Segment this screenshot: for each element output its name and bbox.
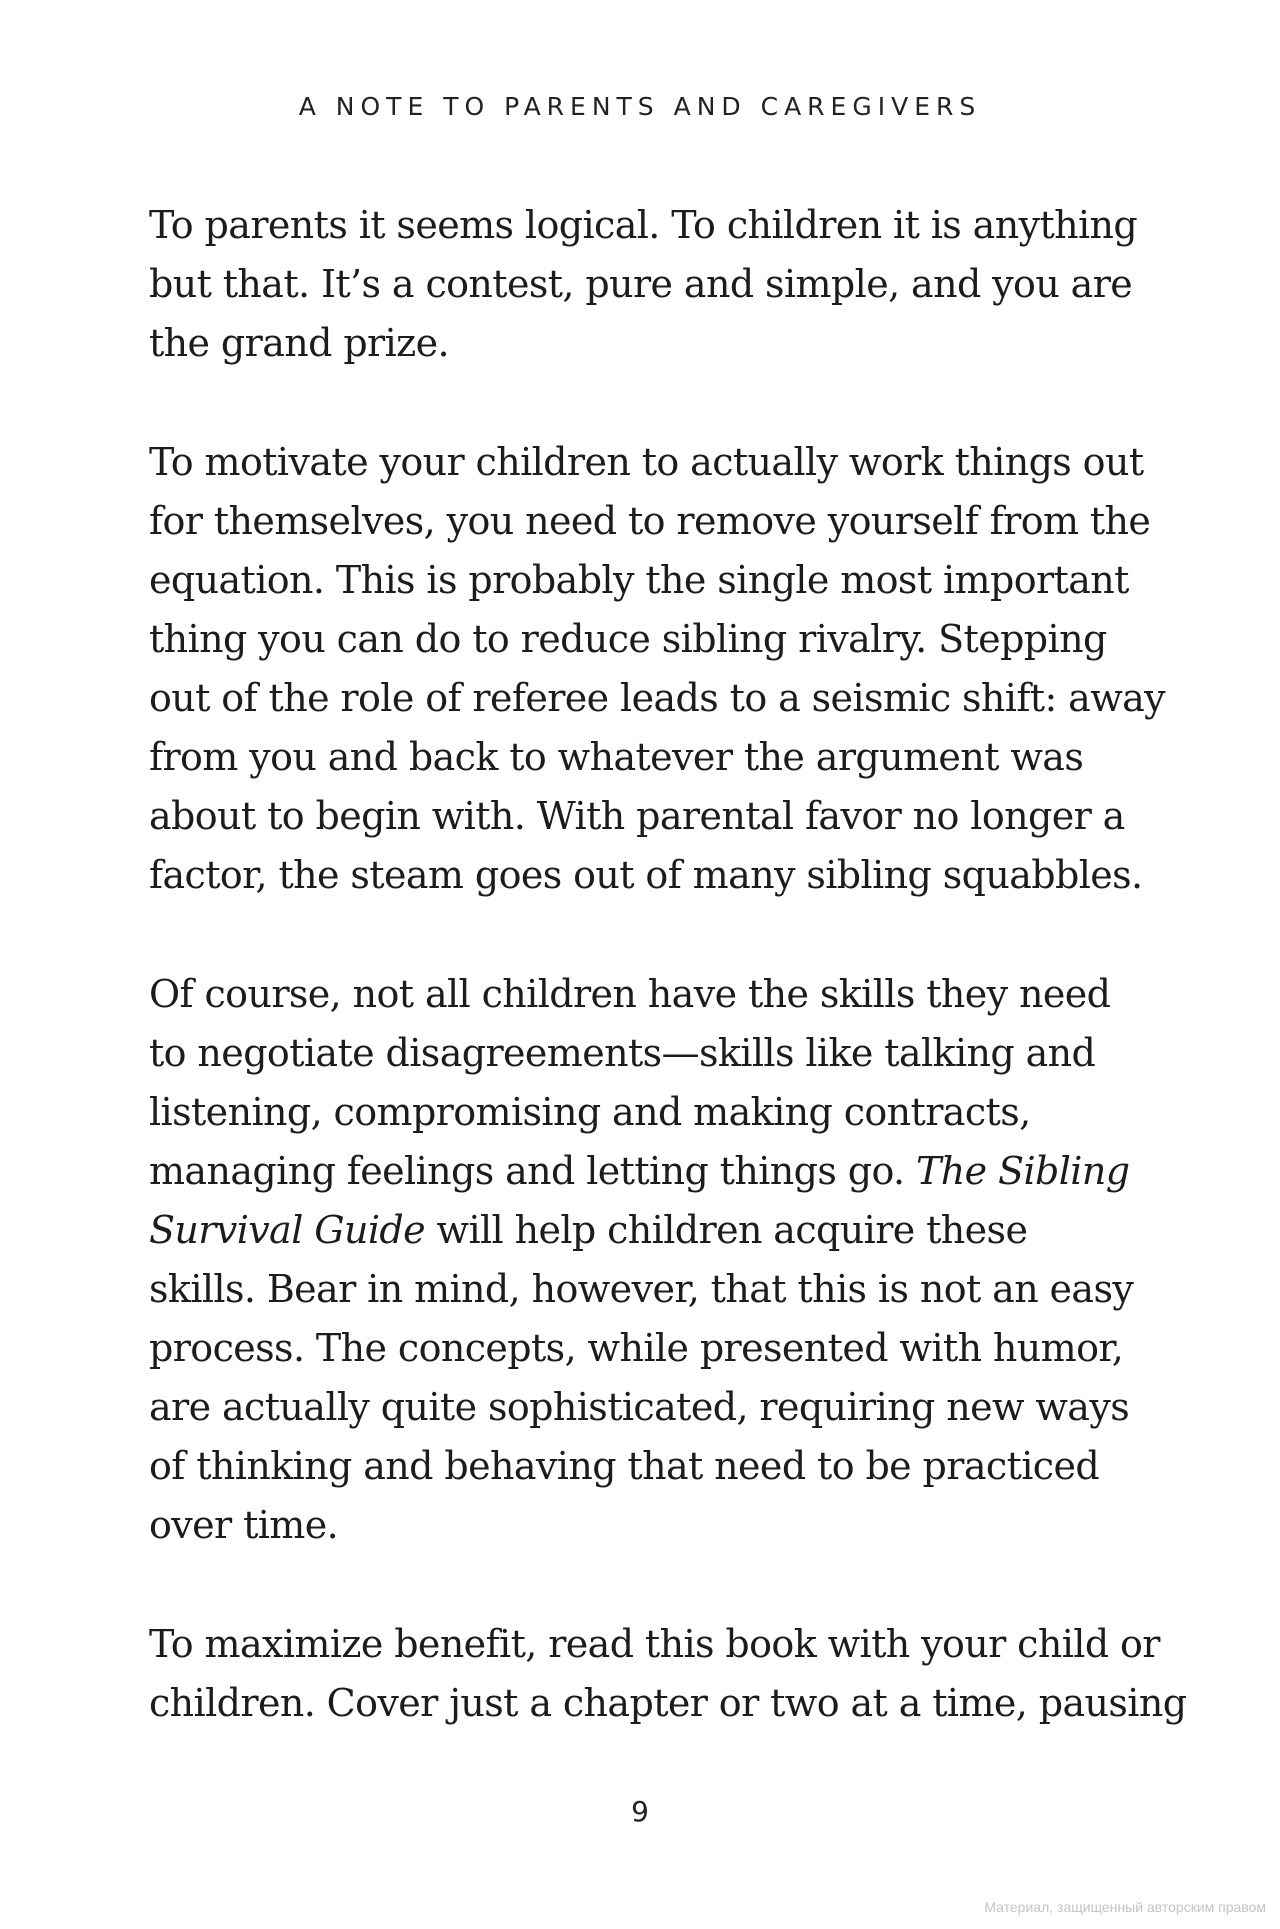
text-line: over time.	[149, 1503, 339, 1547]
text-line: of thinking and behaving that need to be practiced	[149, 1444, 1100, 1488]
text-line: To motivate your children to actually work things out	[149, 440, 1144, 484]
text-line: thing you can do to reduce sibling rivalry. Stepping	[149, 617, 1107, 661]
text-line	[149, 1142, 1159, 1201]
copyright-watermark: Материал, защищенный авторским правом	[984, 1899, 1266, 1915]
text-line: equation. This is probably the single most important	[149, 558, 1129, 602]
text-line: but that. It’s a contest, pure and simple, and you are	[149, 262, 1133, 306]
text-line: children. Cover just a chapter or two at a time, pausing	[149, 1681, 1187, 1725]
page-number: 9	[631, 1795, 649, 1828]
text-line: about to begin with. With parental favor no longer a	[149, 794, 1125, 838]
text-line: the grand prize.	[149, 321, 449, 365]
book-title: Survival Guide	[149, 1208, 426, 1252]
text-line: skills. Bear in mind, however, that this is not an easy	[149, 1267, 1134, 1311]
body-text	[149, 196, 1187, 1793]
text-line: process. The concepts, while presented with humor,	[149, 1326, 1124, 1370]
paragraph-3	[149, 965, 1159, 1555]
text-fragment: will help children acquire these	[425, 1208, 1028, 1252]
text-line: To parents it seems logical. To children it is anything	[149, 203, 1138, 247]
text-line: Of course, not all children have the skills they need	[149, 972, 1111, 1016]
paragraph-2	[149, 433, 1166, 905]
running-head: A NOTE TO PARENTS AND CAREGIVERS	[298, 92, 982, 121]
text-line: are actually quite sophisticated, requiring new ways	[149, 1385, 1130, 1429]
text-line: factor, the steam goes out of many sibling squabbles.	[149, 853, 1143, 897]
text-line: to negotiate disagreements—skills like talking and	[149, 1031, 1096, 1075]
text-line: for themselves, you need to remove yourself from the	[149, 499, 1151, 543]
paragraph-4	[149, 1615, 1187, 1733]
book-title: The Sibling	[916, 1149, 1130, 1193]
text-line: from you and back to whatever the argument was	[149, 735, 1084, 779]
text-line: To maximize benefit, read this book with your child or	[149, 1622, 1160, 1666]
text-fragment: managing feelings and letting things go.	[149, 1149, 905, 1193]
text-line	[149, 1201, 1159, 1260]
text-line: out of the role of referee leads to a seismic shift: away	[149, 676, 1166, 720]
text-line: listening, compromising and making contracts,	[149, 1090, 1031, 1134]
paragraph-1	[149, 196, 1159, 373]
